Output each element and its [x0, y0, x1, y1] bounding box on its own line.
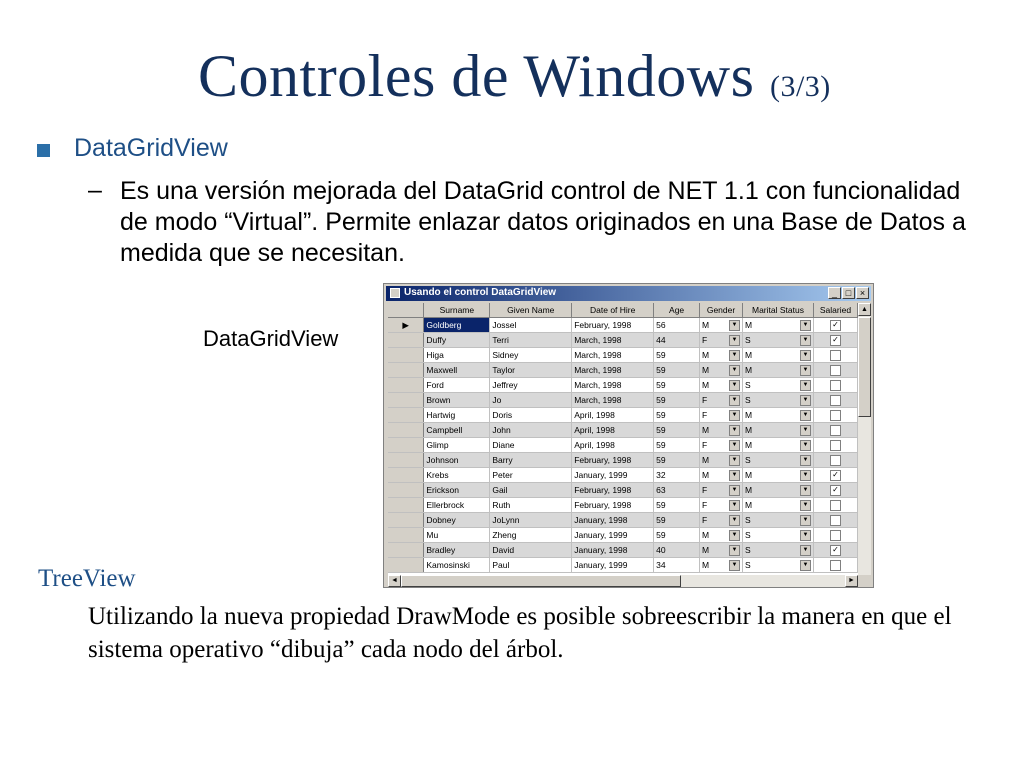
checkbox-cell[interactable] [813, 543, 857, 558]
combo-value: M [745, 470, 753, 480]
row-header[interactable] [388, 468, 424, 483]
combo-cell[interactable] [743, 498, 814, 513]
combo-cell[interactable] [743, 468, 814, 483]
combo-cell[interactable] [743, 363, 814, 378]
grid-cell[interactable]: 59 [654, 513, 700, 528]
column-header[interactable]: Age [654, 303, 700, 318]
combo-cell[interactable] [700, 468, 743, 483]
combo-value: F [702, 515, 708, 525]
salaried-checkbox[interactable] [830, 365, 841, 376]
salaried-checkbox[interactable] [830, 530, 841, 541]
dropdown-arrow-icon[interactable]: ▼ [729, 365, 740, 376]
column-header[interactable]: Salaried [813, 303, 857, 318]
table-row[interactable] [388, 528, 858, 543]
dropdown-arrow-icon[interactable]: ▼ [800, 425, 811, 436]
dropdown-arrow-icon[interactable]: ▼ [800, 350, 811, 361]
window-app-icon [390, 288, 400, 298]
bullet-square-icon [37, 144, 50, 157]
combo-value: F [702, 485, 708, 495]
combo-value: S [745, 380, 751, 390]
row-header[interactable] [388, 393, 424, 408]
table-row[interactable] [388, 408, 858, 423]
salaried-checkbox[interactable] [830, 500, 841, 511]
combo-cell[interactable] [700, 363, 743, 378]
combo-cell[interactable] [700, 318, 743, 333]
row-header[interactable] [388, 498, 424, 513]
grid-cell[interactable]: January, 1999 [572, 528, 654, 543]
combo-value: M [745, 425, 753, 435]
table-row[interactable] [388, 438, 858, 453]
grid-cell[interactable]: March, 1998 [572, 333, 654, 348]
grid-cell[interactable]: March, 1998 [572, 348, 654, 363]
salaried-checkbox[interactable] [830, 425, 841, 436]
table-row[interactable] [388, 318, 858, 333]
scroll-left-button[interactable]: ◄ [388, 575, 401, 587]
dropdown-arrow-icon[interactable]: ▼ [729, 380, 740, 391]
grid-cell[interactable]: Sidney [490, 348, 572, 363]
table-row[interactable] [388, 393, 858, 408]
combo-cell[interactable] [743, 378, 814, 393]
combo-cell[interactable] [743, 528, 814, 543]
grid-cell[interactable]: 59 [654, 363, 700, 378]
combo-value: M [745, 500, 753, 510]
dropdown-arrow-icon[interactable]: ▼ [800, 410, 811, 421]
grid-cell[interactable]: Jo [490, 393, 572, 408]
combo-value: S [745, 560, 751, 570]
row-header[interactable] [388, 558, 424, 573]
combo-value: M [702, 545, 710, 555]
horizontal-scrollbar[interactable] [388, 575, 858, 587]
dropdown-arrow-icon[interactable]: ▼ [800, 485, 811, 496]
dropdown-arrow-icon[interactable]: ▼ [800, 440, 811, 451]
datagridview-window [383, 283, 874, 588]
row-header[interactable] [388, 438, 424, 453]
grid-cell[interactable]: Barry [490, 453, 572, 468]
grid-cell[interactable]: 40 [654, 543, 700, 558]
grid-cell[interactable]: Jossel [490, 318, 572, 333]
dropdown-arrow-icon[interactable]: ▼ [729, 350, 740, 361]
combo-cell[interactable] [743, 423, 814, 438]
checkbox-cell[interactable] [813, 333, 857, 348]
salaried-checkbox[interactable]: ✓ [830, 470, 841, 481]
grid-cell[interactable]: Higa [424, 348, 490, 363]
row-header[interactable] [388, 423, 424, 438]
combo-cell[interactable] [743, 513, 814, 528]
combo-value: M [745, 320, 753, 330]
grid-cell[interactable]: February, 1998 [572, 483, 654, 498]
dropdown-arrow-icon[interactable]: ▼ [800, 395, 811, 406]
combo-value: M [702, 455, 710, 465]
combo-value: M [702, 425, 710, 435]
dropdown-arrow-icon[interactable]: ▼ [800, 455, 811, 466]
maximize-button[interactable]: □ [842, 287, 855, 299]
table-row[interactable] [388, 423, 858, 438]
window-titlebar[interactable] [386, 286, 871, 301]
row-header[interactable] [388, 543, 424, 558]
salaried-checkbox[interactable]: ✓ [830, 335, 841, 346]
dropdown-arrow-icon[interactable]: ▼ [800, 320, 811, 331]
table-row[interactable] [388, 543, 858, 558]
bullet-datagridview: DataGridView [74, 134, 228, 162]
combo-cell[interactable] [743, 348, 814, 363]
checkbox-cell[interactable] [813, 438, 857, 453]
dropdown-arrow-icon[interactable]: ▼ [800, 500, 811, 511]
combo-value: F [702, 395, 708, 405]
grid-cell[interactable]: David [490, 543, 572, 558]
combo-cell[interactable] [743, 558, 814, 573]
grid-cell[interactable]: Glimp [424, 438, 490, 453]
grid-cell[interactable]: Zheng [490, 528, 572, 543]
grid-cell[interactable]: Bradley [424, 543, 490, 558]
combo-cell[interactable] [743, 438, 814, 453]
table-row[interactable] [388, 558, 858, 573]
table-row[interactable] [388, 378, 858, 393]
grid-cell[interactable]: Mu [424, 528, 490, 543]
checkbox-cell[interactable] [813, 513, 857, 528]
grid-cell[interactable]: Paul [490, 558, 572, 573]
title-main: Controles de Windows [198, 43, 755, 109]
combo-cell[interactable] [700, 348, 743, 363]
grid-cell[interactable]: Dobney [424, 513, 490, 528]
combo-cell[interactable] [743, 543, 814, 558]
grid-cell[interactable]: 59 [654, 438, 700, 453]
checkbox-cell[interactable] [813, 408, 857, 423]
dropdown-arrow-icon[interactable]: ▼ [800, 380, 811, 391]
checkbox-cell[interactable] [813, 498, 857, 513]
combo-value: M [702, 530, 710, 540]
salaried-checkbox[interactable] [830, 350, 841, 361]
salaried-checkbox[interactable] [830, 410, 841, 421]
row-header[interactable] [388, 408, 424, 423]
row-header[interactable] [388, 378, 424, 393]
combo-value: S [745, 515, 751, 525]
grid-cell[interactable]: Terri [490, 333, 572, 348]
combo-cell[interactable] [700, 333, 743, 348]
table-row[interactable] [388, 333, 858, 348]
dropdown-arrow-icon[interactable]: ▼ [729, 530, 740, 541]
grid-cell[interactable]: Ford [424, 378, 490, 393]
grid-cell[interactable]: February, 1998 [572, 453, 654, 468]
grid-cell[interactable]: Krebs [424, 468, 490, 483]
salaried-checkbox[interactable]: ✓ [830, 545, 841, 556]
combo-cell[interactable] [700, 558, 743, 573]
dropdown-arrow-icon[interactable]: ▼ [800, 470, 811, 481]
combo-cell[interactable] [743, 318, 814, 333]
combo-value: S [745, 395, 751, 405]
dropdown-arrow-icon[interactable]: ▼ [729, 560, 740, 571]
grid-cell[interactable]: Ruth [490, 498, 572, 513]
dropdown-arrow-icon[interactable]: ▼ [729, 410, 740, 421]
checkbox-cell[interactable] [813, 558, 857, 573]
combo-cell[interactable] [700, 393, 743, 408]
combo-value: S [745, 335, 751, 345]
salaried-checkbox[interactable] [830, 395, 841, 406]
row-header[interactable] [388, 453, 424, 468]
minimize-button[interactable]: _ [828, 287, 841, 299]
grid-cell[interactable]: JoLynn [490, 513, 572, 528]
grid-cell[interactable]: January, 1998 [572, 543, 654, 558]
combo-value: M [702, 350, 710, 360]
dropdown-arrow-icon[interactable]: ▼ [729, 455, 740, 466]
grid-cell[interactable]: Maxwell [424, 363, 490, 378]
combo-value: F [702, 500, 708, 510]
dropdown-arrow-icon[interactable]: ▼ [729, 320, 740, 331]
grid-cell[interactable]: Doris [490, 408, 572, 423]
grid-cell[interactable]: Brown [424, 393, 490, 408]
salaried-checkbox[interactable] [830, 455, 841, 466]
grid-cell[interactable]: Hartwig [424, 408, 490, 423]
salaried-checkbox[interactable]: ✓ [830, 320, 841, 331]
grid-cell[interactable]: 34 [654, 558, 700, 573]
dropdown-arrow-icon[interactable]: ▼ [800, 545, 811, 556]
combo-value: M [702, 365, 710, 375]
dropdown-arrow-icon[interactable]: ▼ [729, 470, 740, 481]
grid-cell[interactable]: Jeffrey [490, 378, 572, 393]
grid-cell[interactable]: Campbell [424, 423, 490, 438]
grid-cell[interactable]: 59 [654, 348, 700, 363]
combo-cell[interactable] [743, 453, 814, 468]
slide-title [198, 42, 831, 111]
vertical-scroll-thumb[interactable] [858, 317, 871, 417]
checkbox-cell[interactable] [813, 453, 857, 468]
checkbox-cell[interactable] [813, 468, 857, 483]
combo-cell[interactable] [743, 408, 814, 423]
data-grid [388, 303, 858, 575]
grid-cell[interactable]: 44 [654, 333, 700, 348]
grid-cell[interactable]: January, 1998 [572, 513, 654, 528]
grid-cell[interactable]: April, 1998 [572, 408, 654, 423]
grid-cell[interactable]: 59 [654, 378, 700, 393]
scroll-right-button[interactable]: ► [845, 575, 858, 587]
grid-cell[interactable]: January, 1999 [572, 468, 654, 483]
salaried-checkbox[interactable] [830, 560, 841, 571]
grid-cell[interactable]: Duffy [424, 333, 490, 348]
checkbox-cell[interactable] [813, 528, 857, 543]
combo-value: M [702, 470, 710, 480]
combo-value: F [702, 335, 708, 345]
salaried-checkbox[interactable]: ✓ [830, 485, 841, 496]
grid-cell[interactable]: Erickson [424, 483, 490, 498]
table-row[interactable] [388, 363, 858, 378]
grid-cell[interactable]: Johnson [424, 453, 490, 468]
combo-cell[interactable] [743, 483, 814, 498]
dropdown-arrow-icon[interactable]: ▼ [729, 545, 740, 556]
combo-value: F [702, 410, 708, 420]
dropdown-arrow-icon[interactable]: ▼ [800, 530, 811, 541]
dropdown-arrow-icon[interactable]: ▼ [729, 500, 740, 511]
row-header[interactable]: ▶ [388, 318, 424, 333]
vertical-scrollbar[interactable] [858, 303, 871, 575]
description-text: Es una versión mejorada del DataGrid control de NET 1.1 con funcionalidad de modo “Virtual”. Permite enlazar datos originados en una Base de Datos a medida que se necesitan. [120, 177, 966, 267]
combo-cell[interactable] [743, 333, 814, 348]
column-header[interactable]: Given Name [490, 303, 572, 318]
dropdown-arrow-icon[interactable]: ▼ [800, 335, 811, 346]
grid-cell[interactable]: 59 [654, 408, 700, 423]
checkbox-cell[interactable] [813, 318, 857, 333]
column-header[interactable]: Marital Status [743, 303, 814, 318]
combo-cell[interactable] [700, 483, 743, 498]
combo-cell[interactable] [700, 513, 743, 528]
grid-cell[interactable]: Goldberg [424, 318, 490, 333]
dropdown-arrow-icon[interactable]: ▼ [729, 425, 740, 436]
salaried-checkbox[interactable] [830, 515, 841, 526]
dropdown-arrow-icon[interactable]: ▼ [729, 335, 740, 346]
dropdown-arrow-icon[interactable]: ▼ [800, 365, 811, 376]
treeview-heading: TreeView [38, 565, 136, 592]
window-title: Usando el control DataGridView [404, 287, 557, 298]
grid-cell[interactable]: April, 1998 [572, 438, 654, 453]
grid-cell[interactable]: March, 1998 [572, 363, 654, 378]
dropdown-arrow-icon[interactable]: ▼ [729, 395, 740, 406]
combo-value: M [745, 410, 753, 420]
scroll-up-button[interactable]: ▲ [858, 303, 871, 316]
combo-value: S [745, 545, 751, 555]
grid-cell[interactable]: Gail [490, 483, 572, 498]
salaried-checkbox[interactable] [830, 440, 841, 451]
column-header[interactable]: Gender [700, 303, 743, 318]
combo-value: M [745, 365, 753, 375]
column-header[interactable]: Surname [424, 303, 490, 318]
dropdown-arrow-icon[interactable]: ▼ [800, 515, 811, 526]
checkbox-cell[interactable] [813, 378, 857, 393]
combo-value: M [745, 440, 753, 450]
grid-cell[interactable]: 59 [654, 453, 700, 468]
combo-value: M [745, 485, 753, 495]
combo-value: F [702, 440, 708, 450]
grid-cell[interactable]: 59 [654, 498, 700, 513]
grid-cell[interactable]: February, 1998 [572, 318, 654, 333]
dash-marker: – [88, 176, 102, 204]
combo-cell[interactable] [700, 528, 743, 543]
row-header[interactable] [388, 348, 424, 363]
grid-cell[interactable]: Taylor [490, 363, 572, 378]
combo-cell[interactable] [700, 543, 743, 558]
combo-cell[interactable] [700, 378, 743, 393]
combo-cell[interactable] [700, 453, 743, 468]
table-row[interactable] [388, 453, 858, 468]
grid-cell[interactable]: 63 [654, 483, 700, 498]
grid-cell[interactable]: February, 1998 [572, 498, 654, 513]
combo-cell[interactable] [700, 408, 743, 423]
table-row[interactable] [388, 468, 858, 483]
datagridview-label: DataGridView [203, 326, 339, 351]
combo-cell[interactable] [700, 438, 743, 453]
combo-value: M [702, 320, 710, 330]
combo-value: S [745, 530, 751, 540]
grid-cell[interactable]: March, 1998 [572, 393, 654, 408]
row-header[interactable] [388, 513, 424, 528]
grid-cell[interactable]: January, 1999 [572, 558, 654, 573]
horizontal-scroll-thumb[interactable] [401, 575, 681, 587]
row-header[interactable] [388, 528, 424, 543]
grid-cell[interactable]: 59 [654, 423, 700, 438]
table-row[interactable] [388, 498, 858, 513]
column-header[interactable]: Date of Hire [572, 303, 654, 318]
row-header[interactable] [388, 363, 424, 378]
close-button[interactable]: × [856, 287, 869, 299]
table-row[interactable] [388, 348, 858, 363]
dropdown-arrow-icon[interactable]: ▼ [729, 515, 740, 526]
combo-value: M [745, 350, 753, 360]
row-header[interactable] [388, 483, 424, 498]
dropdown-arrow-icon[interactable]: ▼ [800, 560, 811, 571]
grid-cell[interactable]: 32 [654, 468, 700, 483]
combo-value: S [745, 455, 751, 465]
grid-cell[interactable]: Kamosinski [424, 558, 490, 573]
dropdown-arrow-icon[interactable]: ▼ [729, 485, 740, 496]
row-header-corner [388, 303, 424, 318]
grid-cell[interactable]: John [490, 423, 572, 438]
grid-cell[interactable]: March, 1998 [572, 378, 654, 393]
combo-cell[interactable] [700, 498, 743, 513]
treeview-description: Utilizando la nueva propiedad DrawMode es posible sobreescribir la manera en que el sistema operativo “dibuja” cada nodo del árbol. [88, 603, 952, 663]
grid-cell[interactable]: 56 [654, 318, 700, 333]
row-header[interactable] [388, 333, 424, 348]
combo-cell[interactable] [743, 393, 814, 408]
grid-header-row [388, 303, 858, 318]
table-row[interactable] [388, 483, 858, 498]
grid-cell[interactable]: 59 [654, 528, 700, 543]
checkbox-cell[interactable] [813, 348, 857, 363]
grid-cell[interactable]: 59 [654, 393, 700, 408]
combo-value: M [702, 560, 710, 570]
grid-cell[interactable]: Ellerbrock [424, 498, 490, 513]
grid-cell[interactable]: Peter [490, 468, 572, 483]
table-row[interactable] [388, 513, 858, 528]
salaried-checkbox[interactable] [830, 380, 841, 391]
dropdown-arrow-icon[interactable]: ▼ [729, 440, 740, 451]
combo-cell[interactable] [700, 423, 743, 438]
checkbox-cell[interactable] [813, 483, 857, 498]
checkbox-cell[interactable] [813, 363, 857, 378]
checkbox-cell[interactable] [813, 393, 857, 408]
checkbox-cell[interactable] [813, 423, 857, 438]
grid-cell[interactable]: Diane [490, 438, 572, 453]
combo-value: M [702, 380, 710, 390]
title-part: (3/3) [769, 70, 831, 103]
grid-cell[interactable]: April, 1998 [572, 423, 654, 438]
